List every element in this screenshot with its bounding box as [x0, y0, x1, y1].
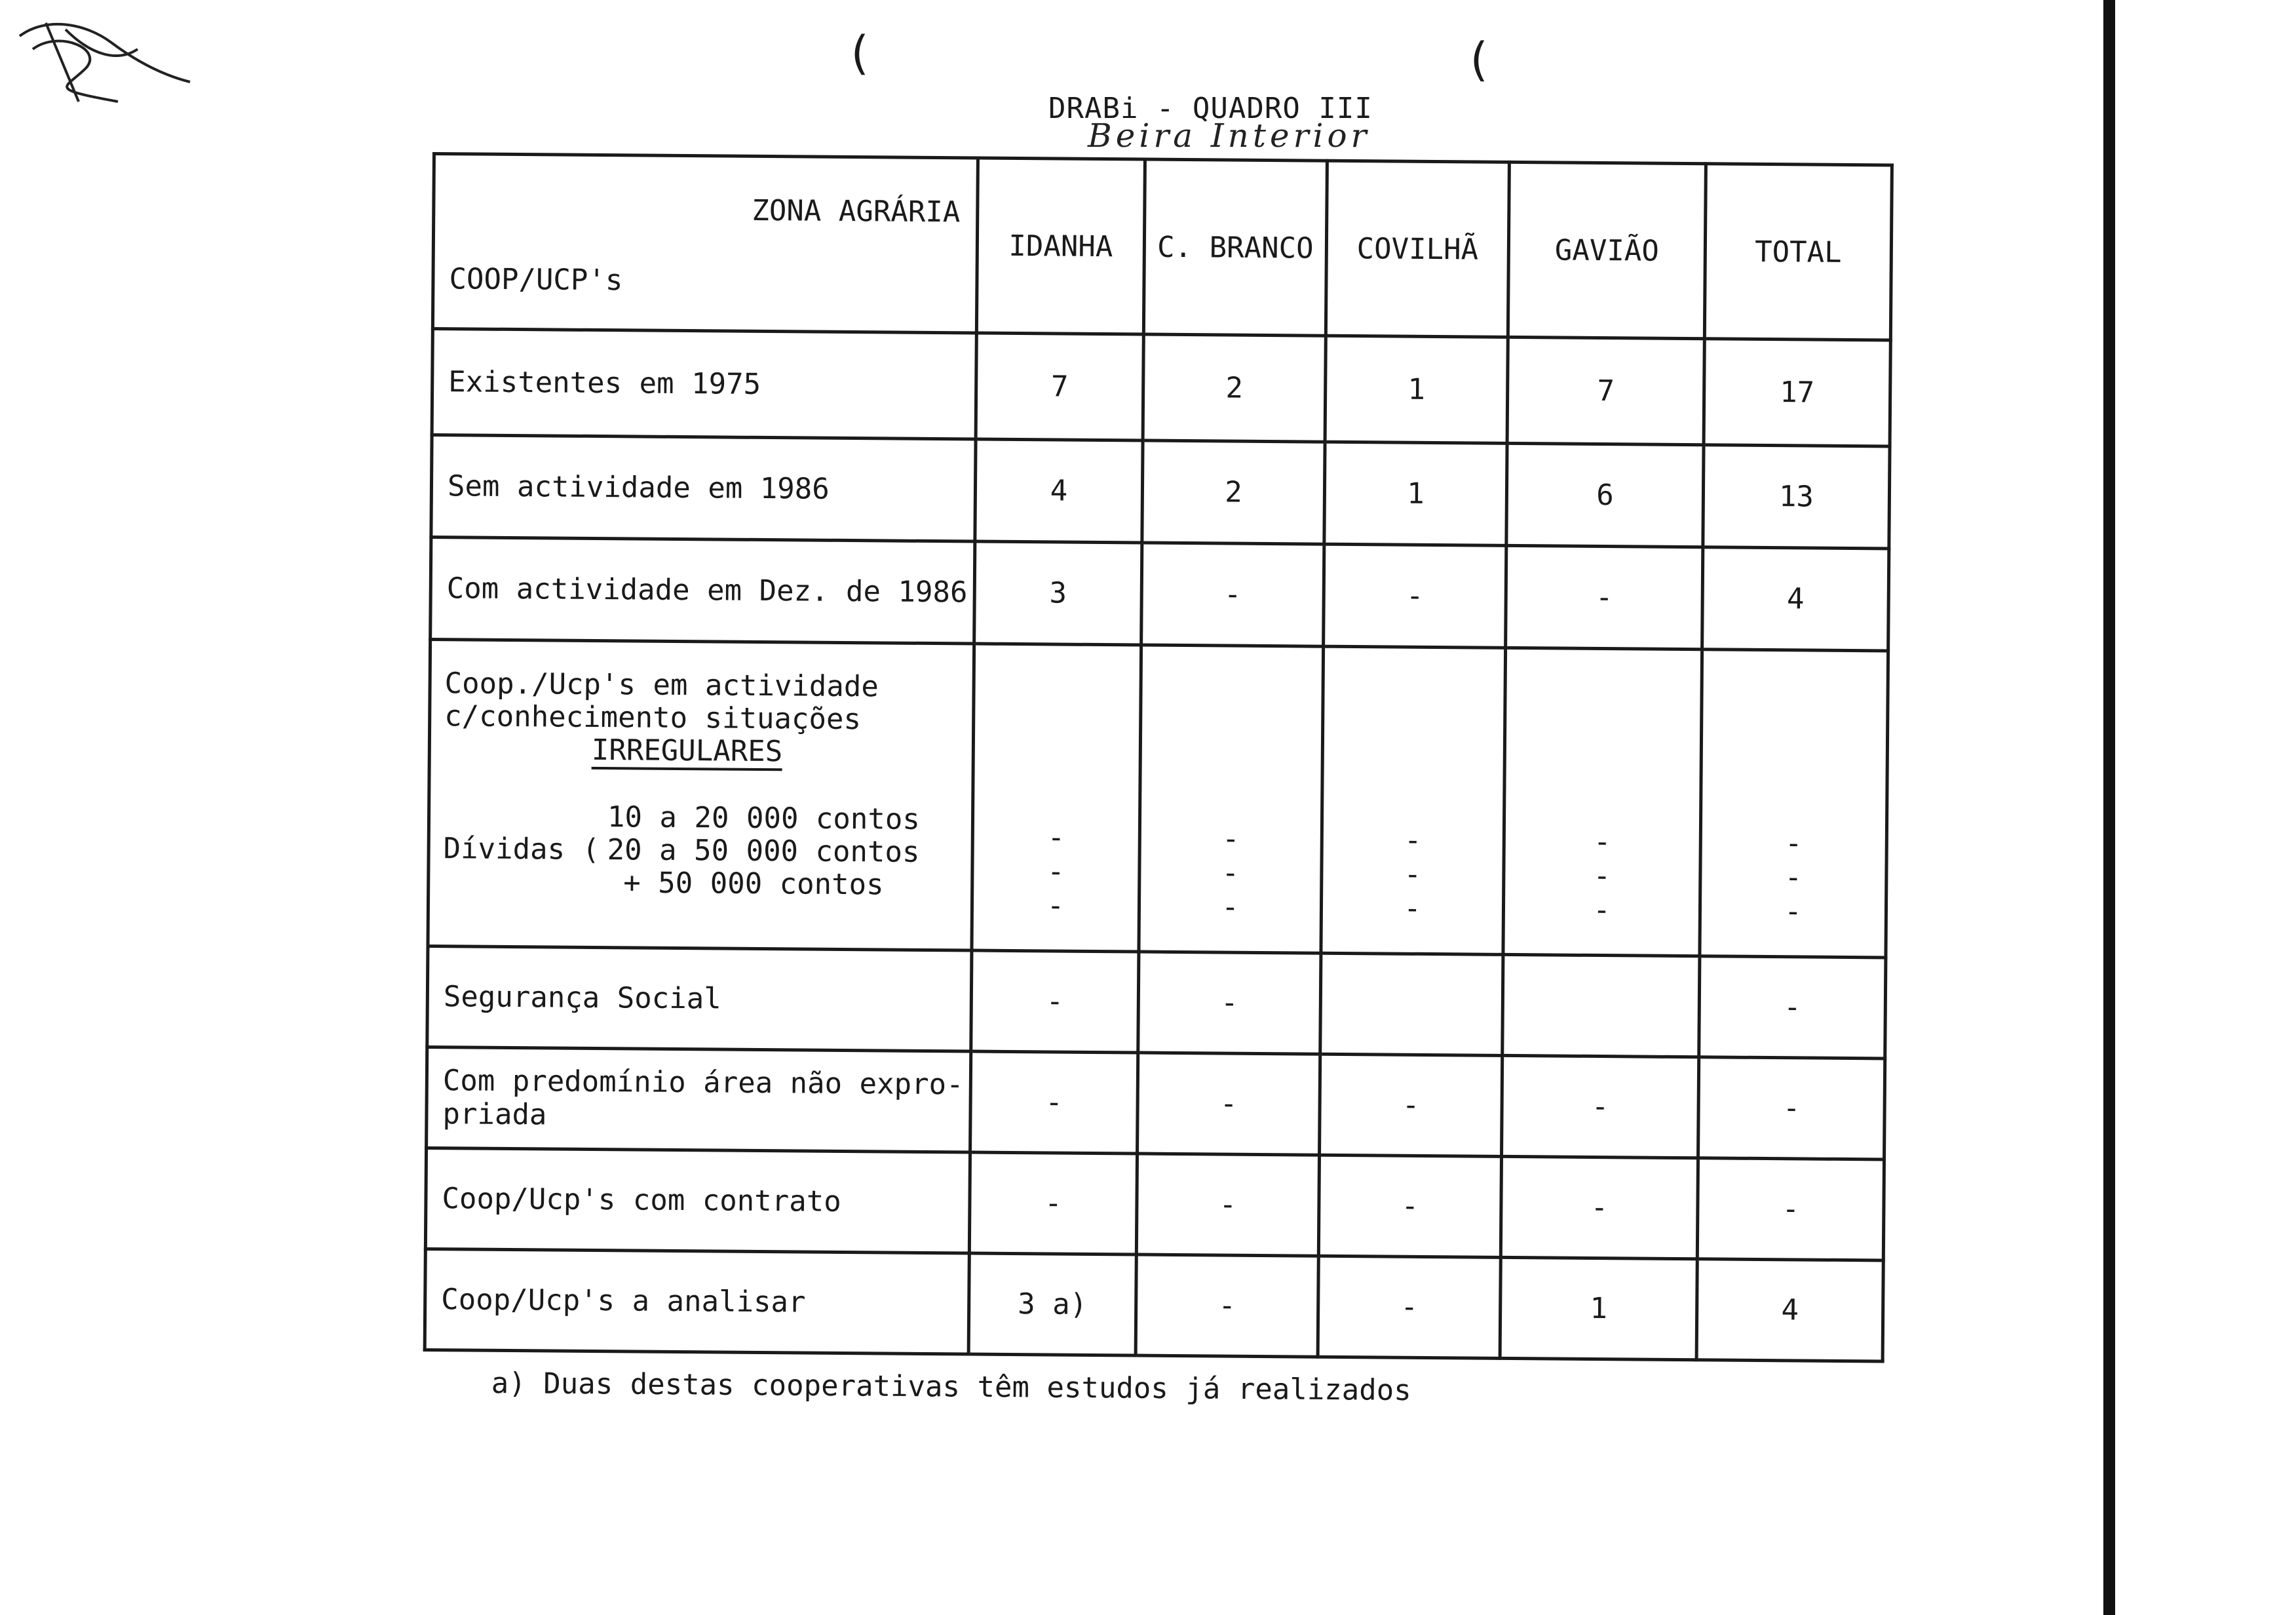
table-cell: 17	[1704, 339, 1890, 446]
row-label-line: priada	[442, 1097, 547, 1132]
table-cell: 2	[1142, 440, 1325, 544]
coop-ucp-label: COOP/UCP's	[449, 262, 623, 298]
table-cell: 1	[1324, 442, 1507, 545]
punch-mark-left: (	[845, 26, 873, 80]
row-label	[427, 1047, 971, 1152]
col-header-c-branco: C. BRANCO	[1143, 159, 1327, 336]
dash-stack: - - -	[1321, 647, 1506, 954]
table-row	[425, 1249, 1883, 1361]
irregular-row	[428, 640, 1888, 958]
table-cell: -	[1698, 1057, 1885, 1159]
table-cell: 6	[1506, 444, 1704, 547]
signature-scribble	[7, 10, 203, 108]
irregular-line-2: c/conhecimento situações	[444, 699, 862, 737]
dash-stack: - - -	[1700, 650, 1888, 957]
row-label: Existentes em 1975	[432, 329, 976, 440]
table-cell: -	[1138, 1053, 1320, 1155]
table-cell: 7	[976, 333, 1143, 440]
dividas-range: 10 a 20 000 contos	[607, 800, 921, 837]
irregular-label-block	[428, 640, 974, 950]
footnote: a) Duas destas cooperativas têm estudos já realizados	[491, 1367, 1411, 1408]
document-title: DRABi - QUADRO III	[1048, 92, 1373, 125]
col-header-idanha: IDANHA	[976, 158, 1145, 334]
table-cell	[1502, 954, 1700, 1057]
table-cell: -	[1506, 546, 1703, 650]
table-cell: 1	[1500, 1257, 1697, 1359]
scan-edge-bar	[2103, 0, 2115, 1615]
row-label: Com actividade em Dez. de 1986	[430, 537, 975, 644]
header-row	[432, 154, 1892, 340]
row-label: Segurança Social	[427, 946, 972, 1051]
table-row	[430, 537, 1889, 652]
table-cell: -	[1136, 1154, 1319, 1256]
table-cell: -	[969, 1152, 1137, 1255]
row-label: Coop/Ucp's com contrato	[425, 1148, 970, 1253]
table-cell: -	[1318, 1256, 1501, 1358]
dash-stack: - - -	[1139, 645, 1324, 952]
punch-mark-right: (	[1464, 33, 1493, 87]
quadro-table	[423, 152, 1894, 1363]
table-cell: -	[1699, 956, 1886, 1058]
table-row	[427, 946, 1886, 1059]
table-cell: -	[1501, 1156, 1698, 1258]
table-cell: -	[1141, 543, 1324, 646]
irregulares-heading: IRREGULARES	[592, 734, 783, 771]
table-cell: 3	[974, 541, 1142, 645]
table-cell: -	[1318, 1155, 1501, 1257]
table-cell	[1320, 953, 1503, 1055]
col-header-total: TOTAL	[1704, 164, 1892, 340]
zona-agraria-label: ZONA AGRÁRIA	[752, 193, 961, 229]
dividas-range: + 50 000 contos	[623, 866, 884, 902]
table-cell: -	[1136, 1255, 1318, 1357]
row-label: Coop/Ucp's a analisar	[425, 1249, 969, 1354]
table-row	[432, 329, 1890, 447]
table-cell: 4	[975, 439, 1143, 543]
table-cell: 13	[1703, 445, 1890, 549]
dividas-block	[443, 800, 971, 903]
table-cell: -	[971, 950, 1139, 1053]
row-label: Sem actividade em 1986	[431, 435, 976, 542]
irregular-line-1: Coop./Ucp's em actividade	[444, 667, 879, 704]
table-cell: -	[1697, 1158, 1884, 1260]
table-cell: -	[970, 1051, 1138, 1154]
table-cell: 4	[1702, 547, 1889, 651]
handwritten-note: Beira Interior	[1088, 117, 1371, 155]
table-cell: -	[1138, 952, 1321, 1054]
dividas-range: 20 a 50 000 contos	[607, 833, 920, 870]
table-cell: 2	[1143, 334, 1326, 442]
row-label-line: Com predomínio área não expro-	[442, 1064, 964, 1102]
col-header-gaviao: GAVIÃO	[1508, 162, 1706, 338]
table-row	[427, 1047, 1885, 1159]
table-cell: -	[1502, 1055, 1699, 1158]
table-cell: 4	[1696, 1259, 1883, 1361]
table-cell: -	[1324, 545, 1506, 648]
dash-stack: - - -	[972, 644, 1141, 951]
dividas-label: Dívidas (	[443, 832, 600, 867]
table-row	[431, 435, 1890, 549]
table-cell: 3 a)	[968, 1253, 1136, 1355]
table-cell: -	[1320, 1054, 1502, 1156]
header-corner	[432, 154, 978, 334]
col-header-covilha: COVILHÃ	[1326, 161, 1509, 337]
table-cell: 7	[1507, 337, 1704, 445]
dash-stack: - - -	[1503, 648, 1702, 956]
table-row	[425, 1148, 1884, 1260]
table-cell: 1	[1325, 336, 1508, 443]
